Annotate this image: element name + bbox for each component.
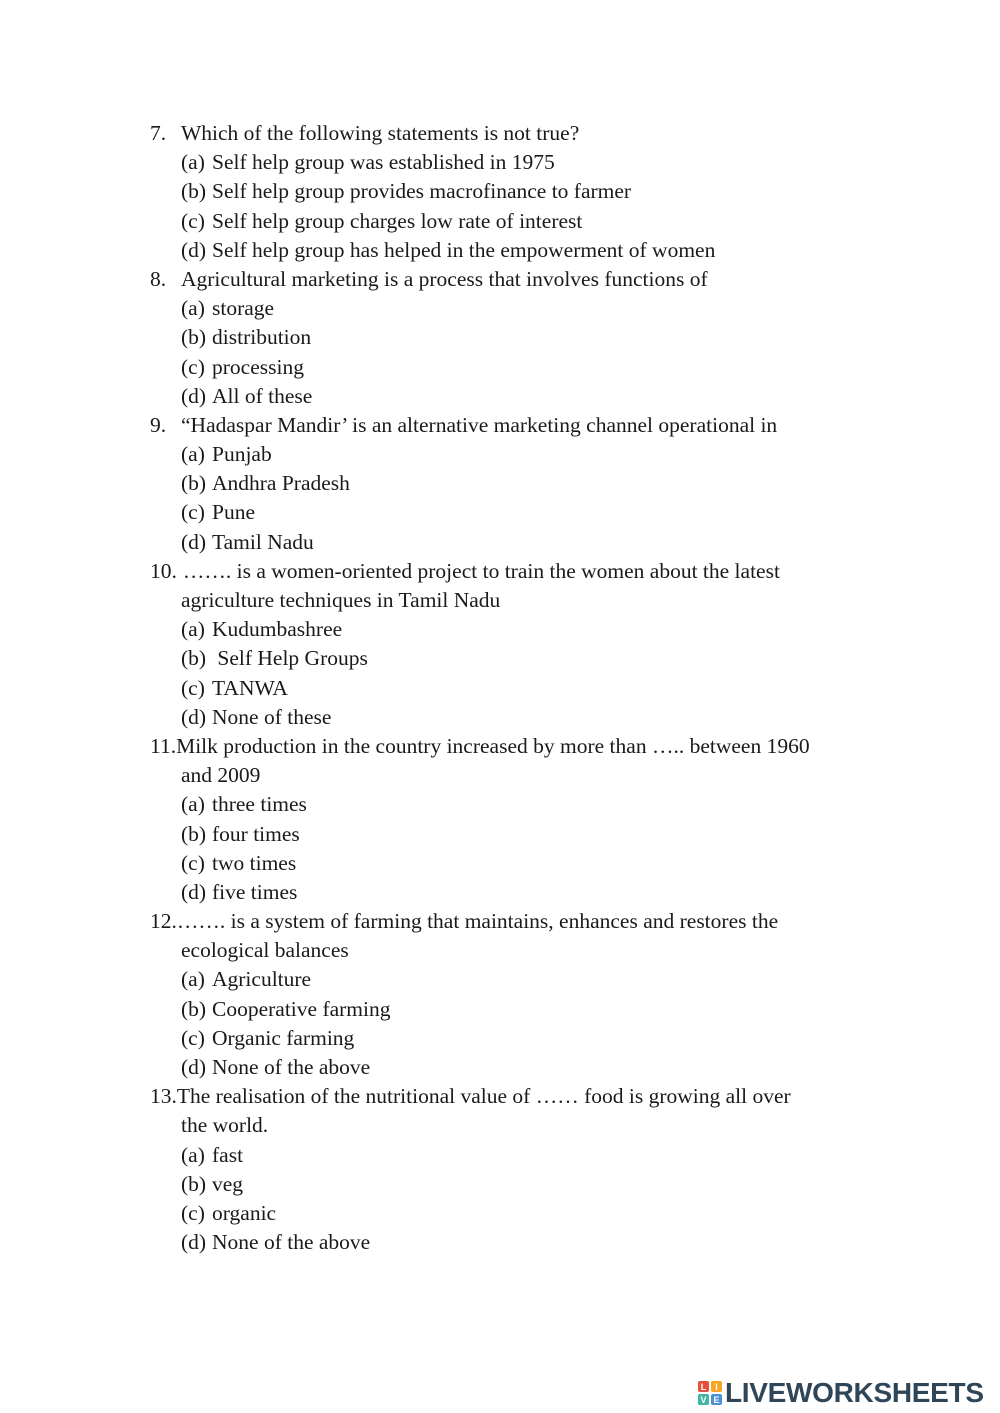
option-text: veg [212, 1171, 244, 1196]
option-d[interactable] [150, 528, 890, 557]
option-label: (a) [181, 617, 205, 642]
option-label: (a) [181, 442, 205, 467]
option-label: (b) [181, 1171, 207, 1196]
option-text: Self help group was established in 1975 [212, 150, 555, 175]
liveworksheets-logo-icon [697, 1380, 723, 1406]
question-stem [150, 557, 890, 586]
question-number: 7. [150, 121, 167, 145]
option-d[interactable] [150, 382, 890, 411]
option-text: TANWA [212, 675, 288, 700]
option-d[interactable] [150, 236, 890, 265]
option-text: Andhra Pradesh [212, 471, 350, 496]
logo-text: LIVEWORKSHEETS [725, 1377, 984, 1408]
option-a[interactable] [150, 615, 890, 644]
question-number: 12. [150, 909, 177, 934]
option-c[interactable] [150, 207, 890, 236]
option-text: storage [212, 296, 275, 321]
option-b[interactable] [150, 1170, 890, 1199]
option-b[interactable] [150, 177, 890, 206]
option-label: (c) [181, 1025, 205, 1050]
question-text-continued: agriculture techniques in Tamil Nadu [181, 588, 501, 612]
option-c[interactable] [150, 1024, 890, 1053]
option-text: organic [212, 1200, 277, 1225]
option-text: None of the above [212, 1230, 371, 1255]
option-c[interactable] [150, 1199, 890, 1228]
option-a[interactable] [150, 790, 890, 819]
option-text: fast [212, 1142, 244, 1167]
option-label: (d) [181, 237, 207, 262]
option-text: Self help group provides macrofinance to farmer [212, 179, 632, 204]
option-label: (a) [181, 150, 205, 175]
option-label: (d) [181, 1230, 207, 1255]
option-label: (b) [181, 471, 207, 496]
option-text: None of these [212, 704, 332, 729]
option-text: Cooperative farming [212, 996, 391, 1021]
option-label: (b) [181, 179, 207, 204]
liveworksheets-logo[interactable] [697, 1376, 984, 1410]
option-label: (b) [181, 325, 207, 350]
option-c[interactable] [150, 498, 890, 527]
question-number: 8. [150, 266, 167, 291]
question-number: 13. [150, 1084, 177, 1109]
option-label: (d) [181, 1055, 207, 1079]
option-label: (c) [181, 208, 205, 233]
option-b[interactable] [150, 995, 890, 1024]
question-stem [150, 119, 890, 148]
option-label: (d) [181, 529, 207, 554]
option-text: Tamil Nadu [212, 529, 314, 554]
option-label: (d) [181, 704, 207, 729]
option-text: All of these [212, 383, 313, 408]
question-text: ……. is a system of farming that maintains, enhances and restores the [176, 909, 779, 934]
option-text: two times [212, 850, 297, 875]
question-2 [150, 265, 890, 411]
option-b[interactable] [150, 644, 890, 673]
option-label: (c) [181, 500, 205, 525]
option-d[interactable] [150, 703, 890, 732]
option-b[interactable] [150, 820, 890, 849]
option-text: Kudumbashree [212, 617, 343, 642]
option-b[interactable] [150, 469, 890, 498]
question-7 [150, 1082, 890, 1257]
option-text: Pune [212, 500, 255, 525]
question-1 [150, 119, 890, 265]
question-3 [150, 411, 890, 557]
option-a[interactable] [150, 294, 890, 323]
option-d[interactable] [150, 1053, 890, 1082]
question-text: Which of the following statements is not true? [181, 121, 580, 145]
option-a[interactable] [150, 440, 890, 469]
option-label: (a) [181, 792, 205, 817]
option-text: Self Help Groups [212, 646, 368, 671]
option-label: (b) [181, 646, 207, 671]
option-label: (a) [181, 967, 205, 992]
option-label: (c) [181, 354, 205, 379]
svg-text:V: V [700, 1395, 707, 1405]
option-label: (a) [181, 296, 205, 321]
question-text: ……. is a women-oriented project to train the women about the latest [182, 558, 780, 583]
option-d[interactable] [150, 878, 890, 907]
option-label: (b) [181, 996, 207, 1021]
option-label: (c) [181, 675, 205, 700]
option-text: four times [212, 821, 300, 846]
option-a[interactable] [150, 148, 890, 177]
option-label: (d) [181, 383, 207, 408]
question-number: 11. [150, 733, 177, 758]
question-4 [150, 557, 890, 732]
option-text: three times [212, 792, 307, 817]
option-text: Organic farming [212, 1025, 355, 1050]
option-text: five times [212, 879, 298, 904]
question-number: 10. [150, 558, 177, 583]
question-text-continued: the world. [181, 1113, 269, 1138]
option-c[interactable] [150, 674, 890, 703]
option-text: Self help group has helped in the empowerment of women [212, 237, 716, 262]
option-text: Self help group charges low rate of interest [212, 208, 583, 233]
option-c[interactable] [150, 849, 890, 878]
option-label: (c) [181, 1200, 205, 1225]
question-number: 9. [150, 412, 167, 437]
option-text: Agriculture [212, 967, 312, 992]
question-stem [150, 732, 890, 761]
question-text-continued: and 2009 [181, 763, 261, 788]
svg-text:E: E [713, 1395, 720, 1405]
option-label: (c) [181, 850, 205, 875]
question-5 [150, 732, 890, 907]
svg-text:I: I [715, 1382, 718, 1392]
question-stem [150, 411, 890, 440]
option-d[interactable] [150, 1228, 890, 1257]
question-text: The realisation of the nutritional value of …… food is growing all over [176, 1084, 791, 1109]
option-text: None of the above [212, 1055, 371, 1079]
question-list [150, 119, 890, 1257]
question-stem [150, 907, 890, 936]
option-c[interactable] [150, 353, 890, 382]
question-text: Milk production in the country increased by more than ….. between 1960 [176, 733, 810, 758]
question-text: Agricultural marketing is a process that involves functions of [181, 266, 708, 291]
question-6 [150, 907, 890, 1082]
svg-text:L: L [700, 1382, 707, 1392]
option-text: distribution [212, 325, 312, 350]
option-a[interactable] [150, 1141, 890, 1170]
option-b[interactable] [150, 323, 890, 352]
question-text-continued: ecological balances [181, 938, 349, 963]
option-text: Punjab [212, 442, 272, 467]
question-stem [150, 265, 890, 294]
question-stem [150, 1082, 890, 1111]
option-label: (b) [181, 821, 207, 846]
option-label: (d) [181, 879, 207, 904]
question-text: “Hadaspar Mandir’ is an alternative marketing channel operational in [181, 412, 778, 437]
option-a[interactable] [150, 965, 890, 994]
option-text: processing [212, 354, 304, 379]
option-label: (a) [181, 1142, 205, 1167]
